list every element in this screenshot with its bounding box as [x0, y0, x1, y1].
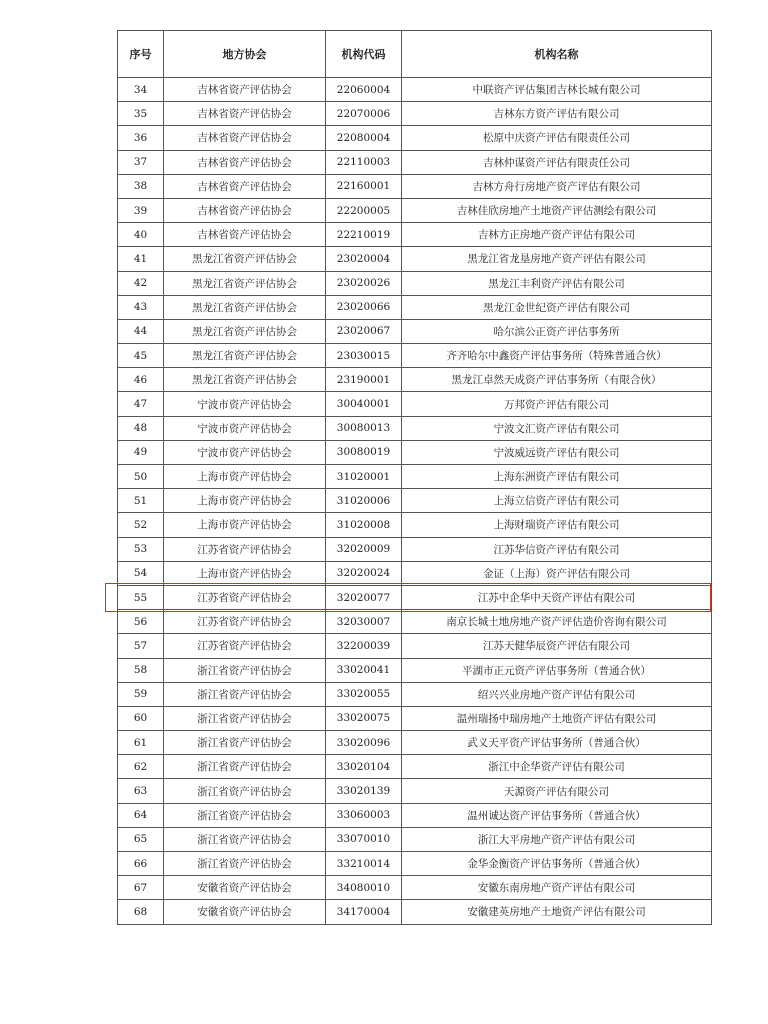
org-name-cell: 黑龙江省龙垦房地产资产评估有限公司 — [402, 247, 712, 271]
seq-cell: 53 — [118, 537, 164, 561]
org-code-cell: 22110003 — [326, 150, 402, 174]
association-cell: 安徽省资产评估协会 — [164, 876, 326, 900]
org-name-cell: 宁波文汇资产评估有限公司 — [402, 416, 712, 440]
seq-cell: 67 — [118, 876, 164, 900]
table-row — [118, 852, 712, 876]
header-seq: 序号 — [118, 31, 164, 78]
seq-cell: 64 — [118, 803, 164, 827]
org-name-cell: 金证（上海）资产评估有限公司 — [402, 561, 712, 585]
association-cell: 吉林省资产评估协会 — [164, 174, 326, 198]
association-cell: 黑龙江省资产评估协会 — [164, 247, 326, 271]
association-cell: 浙江省资产评估协会 — [164, 755, 326, 779]
org-code-cell: 33020041 — [326, 658, 402, 682]
org-code-cell: 34080010 — [326, 876, 402, 900]
seq-cell: 43 — [118, 295, 164, 319]
table-row — [118, 465, 712, 489]
org-name-cell: 江苏天健华辰资产评估有限公司 — [402, 634, 712, 658]
org-name-cell: 安徽东南房地产资产评估有限公司 — [402, 876, 712, 900]
table-row — [118, 150, 712, 174]
org-code-cell: 30040001 — [326, 392, 402, 416]
table-row — [118, 537, 712, 561]
org-code-cell: 23020026 — [326, 271, 402, 295]
org-code-cell: 33070010 — [326, 827, 402, 851]
table-row — [118, 803, 712, 827]
org-code-cell: 31020001 — [326, 465, 402, 489]
org-code-cell: 23030015 — [326, 344, 402, 368]
seq-cell: 57 — [118, 634, 164, 658]
org-name-cell: 吉林仲谋资产评估有限责任公司 — [402, 150, 712, 174]
association-cell: 宁波市资产评估协会 — [164, 392, 326, 416]
seq-cell: 36 — [118, 126, 164, 150]
table-row — [118, 102, 712, 126]
org-name-cell: 上海财瑞资产评估有限公司 — [402, 513, 712, 537]
table-row — [118, 489, 712, 513]
seq-cell: 42 — [118, 271, 164, 295]
table-row — [118, 198, 712, 222]
association-cell: 浙江省资产评估协会 — [164, 706, 326, 730]
association-cell: 吉林省资产评估协会 — [164, 78, 326, 102]
table-row — [118, 610, 712, 634]
org-code-cell: 33020104 — [326, 755, 402, 779]
association-cell: 黑龙江省资产评估协会 — [164, 344, 326, 368]
association-cell: 吉林省资产评估协会 — [164, 150, 326, 174]
association-cell: 宁波市资产评估协会 — [164, 440, 326, 464]
org-name-cell: 齐齐哈尔中鑫资产评估事务所（特殊普通合伙） — [402, 344, 712, 368]
table-row — [118, 126, 712, 150]
association-cell: 浙江省资产评估协会 — [164, 731, 326, 755]
org-name-cell: 天源资产评估有限公司 — [402, 779, 712, 803]
table-row — [118, 900, 712, 924]
org-name-cell: 温州瑞扬中瑞房地产土地资产评估有限公司 — [402, 706, 712, 730]
association-cell: 黑龙江省资产评估协会 — [164, 271, 326, 295]
association-cell: 江苏省资产评估协会 — [164, 537, 326, 561]
seq-cell: 38 — [118, 174, 164, 198]
table-row — [118, 731, 712, 755]
org-name-cell: 哈尔滨公正资产评估事务所 — [402, 319, 712, 343]
org-code-cell: 23190001 — [326, 368, 402, 392]
org-code-cell: 22200005 — [326, 198, 402, 222]
org-code-cell: 33020139 — [326, 779, 402, 803]
table-row — [118, 634, 712, 658]
org-name-cell: 吉林佳欣房地产土地资产评估测绘有限公司 — [402, 198, 712, 222]
table-row — [118, 368, 712, 392]
association-cell: 江苏省资产评估协会 — [164, 634, 326, 658]
org-code-cell: 30080019 — [326, 440, 402, 464]
association-cell: 黑龙江省资产评估协会 — [164, 368, 326, 392]
table-row — [118, 247, 712, 271]
org-table-container — [117, 30, 711, 925]
org-code-cell: 30080013 — [326, 416, 402, 440]
table-row — [118, 706, 712, 730]
header-row — [118, 31, 712, 78]
table-row — [118, 78, 712, 102]
org-name-cell: 绍兴兴业房地产资产评估有限公司 — [402, 682, 712, 706]
org-code-cell: 22210019 — [326, 223, 402, 247]
org-name-cell: 吉林东方资产评估有限公司 — [402, 102, 712, 126]
table-row — [118, 174, 712, 198]
association-cell: 江苏省资产评估协会 — [164, 585, 326, 609]
org-table — [117, 30, 712, 925]
org-code-cell: 32030007 — [326, 610, 402, 634]
seq-cell: 58 — [118, 658, 164, 682]
association-cell: 安徽省资产评估协会 — [164, 900, 326, 924]
seq-cell: 44 — [118, 319, 164, 343]
header-association: 地方协会 — [164, 31, 326, 78]
association-cell: 浙江省资产评估协会 — [164, 803, 326, 827]
table-row — [118, 682, 712, 706]
seq-cell: 47 — [118, 392, 164, 416]
org-code-cell: 33020075 — [326, 706, 402, 730]
seq-cell: 34 — [118, 78, 164, 102]
org-code-cell: 23020067 — [326, 319, 402, 343]
association-cell: 浙江省资产评估协会 — [164, 779, 326, 803]
table-row — [118, 513, 712, 537]
seq-cell: 65 — [118, 827, 164, 851]
org-code-cell: 23020066 — [326, 295, 402, 319]
table-row — [118, 658, 712, 682]
association-cell: 黑龙江省资产评估协会 — [164, 319, 326, 343]
association-cell: 浙江省资产评估协会 — [164, 658, 326, 682]
association-cell: 上海市资产评估协会 — [164, 513, 326, 537]
table-row — [118, 271, 712, 295]
seq-cell: 40 — [118, 223, 164, 247]
seq-cell: 37 — [118, 150, 164, 174]
table-row — [118, 440, 712, 464]
table-row — [118, 392, 712, 416]
org-name-cell: 黑龙江卓然天成资产评估事务所（有限合伙） — [402, 368, 712, 392]
org-code-cell: 33020055 — [326, 682, 402, 706]
table-row — [118, 416, 712, 440]
header-org-name: 机构名称 — [402, 31, 712, 78]
org-code-cell: 34170004 — [326, 900, 402, 924]
org-name-cell: 南京长城土地房地产资产评估造价咨询有限公司 — [402, 610, 712, 634]
org-code-cell: 22070006 — [326, 102, 402, 126]
org-name-cell: 吉林方舟行房地产资产评估有限公司 — [402, 174, 712, 198]
org-name-cell: 安徽建英房地产土地资产评估有限公司 — [402, 900, 712, 924]
org-name-cell: 黑龙江金世纪资产评估有限公司 — [402, 295, 712, 319]
seq-cell: 66 — [118, 852, 164, 876]
table-row — [118, 585, 712, 609]
association-cell: 吉林省资产评估协会 — [164, 223, 326, 247]
seq-cell: 63 — [118, 779, 164, 803]
table-row — [118, 319, 712, 343]
seq-cell: 45 — [118, 344, 164, 368]
org-name-cell: 浙江大平房地产资产评估有限公司 — [402, 827, 712, 851]
org-code-cell: 33060003 — [326, 803, 402, 827]
org-code-cell: 32020009 — [326, 537, 402, 561]
org-code-cell: 33210014 — [326, 852, 402, 876]
seq-cell: 59 — [118, 682, 164, 706]
association-cell: 吉林省资产评估协会 — [164, 102, 326, 126]
table-row — [118, 223, 712, 247]
seq-cell: 39 — [118, 198, 164, 222]
table-body — [118, 78, 712, 925]
seq-cell: 54 — [118, 561, 164, 585]
org-name-cell: 中联资产评估集团吉林长城有限公司 — [402, 78, 712, 102]
header-org-code: 机构代码 — [326, 31, 402, 78]
table-header — [118, 31, 712, 78]
org-name-cell: 黑龙江丰利资产评估有限公司 — [402, 271, 712, 295]
seq-cell: 51 — [118, 489, 164, 513]
org-code-cell: 33020096 — [326, 731, 402, 755]
org-code-cell: 32200039 — [326, 634, 402, 658]
table-row — [118, 344, 712, 368]
association-cell: 宁波市资产评估协会 — [164, 416, 326, 440]
seq-cell: 35 — [118, 102, 164, 126]
seq-cell: 52 — [118, 513, 164, 537]
org-name-cell: 吉林方正房地产资产评估有限公司 — [402, 223, 712, 247]
table-row — [118, 827, 712, 851]
seq-cell: 50 — [118, 465, 164, 489]
org-name-cell: 浙江中企华资产评估有限公司 — [402, 755, 712, 779]
association-cell: 浙江省资产评估协会 — [164, 827, 326, 851]
org-code-cell: 31020006 — [326, 489, 402, 513]
org-name-cell: 宁波威远资产评估有限公司 — [402, 440, 712, 464]
org-name-cell: 江苏中企华中天资产评估有限公司 — [402, 585, 712, 609]
org-name-cell: 上海东洲资产评估有限公司 — [402, 465, 712, 489]
seq-cell: 56 — [118, 610, 164, 634]
table-row — [118, 295, 712, 319]
association-cell: 吉林省资产评估协会 — [164, 126, 326, 150]
association-cell: 江苏省资产评估协会 — [164, 610, 326, 634]
seq-cell: 68 — [118, 900, 164, 924]
org-name-cell: 温州诚达资产评估事务所（普通合伙） — [402, 803, 712, 827]
association-cell: 上海市资产评估协会 — [164, 489, 326, 513]
org-code-cell: 22080004 — [326, 126, 402, 150]
association-cell: 浙江省资产评估协会 — [164, 682, 326, 706]
association-cell: 上海市资产评估协会 — [164, 465, 326, 489]
org-code-cell: 32020077 — [326, 585, 402, 609]
seq-cell: 48 — [118, 416, 164, 440]
table-row — [118, 561, 712, 585]
org-name-cell: 江苏华信资产评估有限公司 — [402, 537, 712, 561]
org-name-cell: 上海立信资产评估有限公司 — [402, 489, 712, 513]
table-row — [118, 876, 712, 900]
association-cell: 吉林省资产评估协会 — [164, 198, 326, 222]
seq-cell: 61 — [118, 731, 164, 755]
org-code-cell: 23020004 — [326, 247, 402, 271]
seq-cell: 46 — [118, 368, 164, 392]
org-name-cell: 金华金衡资产评估事务所（普通合伙） — [402, 852, 712, 876]
org-name-cell: 万邦资产评估有限公司 — [402, 392, 712, 416]
org-code-cell: 32020024 — [326, 561, 402, 585]
org-name-cell: 平湖市正元资产评估事务所（普通合伙） — [402, 658, 712, 682]
association-cell: 上海市资产评估协会 — [164, 561, 326, 585]
org-name-cell: 武义天平资产评估事务所（普通合伙） — [402, 731, 712, 755]
org-name-cell: 松原中庆资产评估有限责任公司 — [402, 126, 712, 150]
seq-cell: 62 — [118, 755, 164, 779]
association-cell: 浙江省资产评估协会 — [164, 852, 326, 876]
org-code-cell: 22160001 — [326, 174, 402, 198]
org-code-cell: 22060004 — [326, 78, 402, 102]
table-row — [118, 755, 712, 779]
seq-cell: 41 — [118, 247, 164, 271]
seq-cell: 60 — [118, 706, 164, 730]
org-code-cell: 31020008 — [326, 513, 402, 537]
table-row — [118, 779, 712, 803]
seq-cell: 55 — [118, 585, 164, 609]
association-cell: 黑龙江省资产评估协会 — [164, 295, 326, 319]
seq-cell: 49 — [118, 440, 164, 464]
